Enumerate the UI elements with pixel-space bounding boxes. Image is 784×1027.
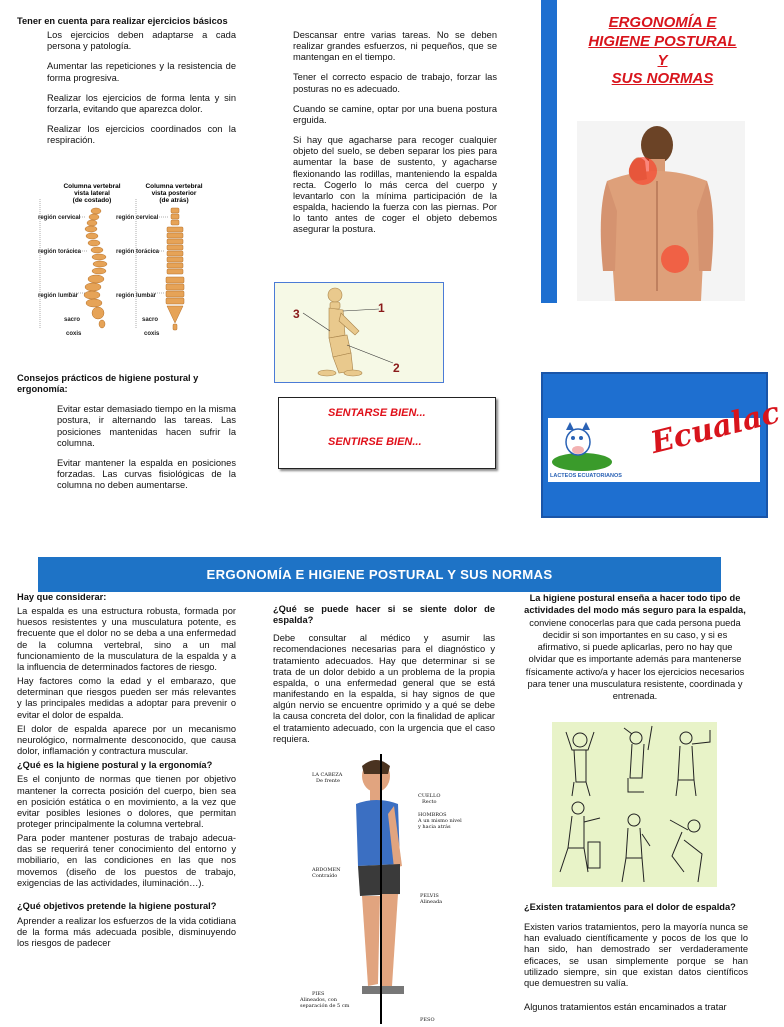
- posture-pies-sub: Alineados, con separación de 5 cm: [300, 997, 350, 1009]
- inside1-para: Es el conjunto de normas que tienen por objetivo mantener la correcta posición del cuerpo, bien sea en posición estática o en movimiento, a la vez que evitar posibles lesiones o dolores, que permitan proteger principalmente la columna vertebral.: [17, 774, 236, 829]
- inside2-heading1: ¿Qué se puede hacer si se siente dolor de espalda?: [273, 604, 495, 626]
- spine-sacro-right: sacro: [142, 317, 159, 323]
- posture-cabeza-sub: De frente: [316, 778, 340, 784]
- posture-cuello: CUELLO: [418, 793, 441, 799]
- col1-para2: Evitar estar demasiado tiempo en la misma postura, ir alternando las tareas. Las posiciones mantenidas hacen sufrir la columna.: [57, 404, 236, 448]
- inside3-heading2: ¿Existen tratamientos para el dolor de espalda?: [524, 902, 736, 912]
- logo-panel: [541, 372, 784, 518]
- cover-title-line: HIGIENE POSTURAL: [588, 32, 737, 50]
- squat-number-3: 3: [293, 307, 300, 321]
- col1-para: Los ejercicios deben adaptarse a cada persona y patología.: [47, 30, 236, 52]
- cover-title-line: SUS NORMAS: [611, 70, 714, 88]
- inside1-heading2: ¿Qué es la higiene postural y la ergonomía?: [17, 760, 213, 771]
- posture-pelvis-sub: Alineada: [420, 899, 443, 905]
- col1-heading2: Consejos prácticos de higiene postural y ergonomía:: [17, 373, 199, 395]
- col2-para: Descansar entre varias tareas. No se deben realizar grandes esfuerzos, ni pequeños, que se mantengan en el tiempo.: [293, 30, 497, 63]
- inside2-para: Debe consultar al médico y asumir las recomendaciones necesarias para el diagnóstico y tratamiento adecuados. Hay que determinar si se trata de un dolor debido a un problema de la propia espalda, o una enfermedad general que se está manifestando en la espalda, si hay signos de que algún nervio se encuentre oprimido y a qué se debe la causa concreta del dolor, con la finalidad de aplicar el tratamiento adecuado, con la urgencia que el caso requiera.: [273, 633, 495, 744]
- posture-hombros-sub: A un mismo nivel y hacia atrás: [418, 818, 462, 830]
- squat-illustration: [274, 282, 444, 383]
- col2-para: Si hay que agacharse para recoger cualquier objeto del suelo, se deben separar los pies para aumentar la base de sustento, y agacharse flexionando las rodillas, manteniendo la espalda recta. Cogerlo lo más cerca del cuerpo y levantarlo con la mínima participación de la espalda, haciendo la fuerza con las piernas. Por lo tanto antes de coger el objeto debemos asegurar la postura.: [293, 135, 497, 235]
- spine-drawing: [36, 181, 232, 341]
- spine-lumbar-right: región lumbar: [116, 293, 157, 299]
- spine-lumbar-left: región lumbar: [38, 293, 79, 299]
- cover-title-line: ERGONOMÍA E: [608, 14, 717, 31]
- inside3-intro-bold: La higiene postural enseña a hacer todo tipo de actividades del modo más seguro para la espalda,: [524, 593, 746, 616]
- col1-heading: Tener en cuenta para realizar ejercicios básicos: [17, 16, 228, 26]
- spine-toracica-left: región torácica: [38, 249, 82, 255]
- posture-pelvis: PELVIS: [420, 893, 439, 899]
- inside3-section: [524, 902, 748, 1022]
- inside3-intro: [524, 592, 746, 702]
- col2-section: [293, 30, 497, 245]
- logo-box: [548, 395, 784, 482]
- inside1-para: El dolor de espalda aparece por un mecanismo neurológico, normalmente desconocido, que causa dolor, inflamación y contractura muscular.: [17, 723, 236, 757]
- inside3-para: Algunos tratamientos están encaminados a tratar: [524, 1002, 727, 1013]
- posture-abdomen-sub: Contraído: [312, 873, 338, 879]
- spine-cervical-left: región cervical: [38, 215, 81, 221]
- squat-number-2: 2: [393, 361, 400, 375]
- exercise-illustration: [552, 722, 717, 887]
- col1-para2: Evitar mantener la espalda en posiciones forzadas. Las curvas fisiológicas de la columna no deben aumentarse.: [57, 457, 236, 491]
- slogan-box: [278, 397, 496, 469]
- col1-para: Realizar los ejercicios coordinados con la respiración.: [47, 124, 236, 146]
- spine-label-posterior: Columna vertebral vista posterior (de atrás): [145, 183, 203, 204]
- inside1-para: La espalda es una estructura robusta, formada por huesos resistentes y una musculatura potente, es frecuente que el dolor no se deba a una enfermedad de la columna vertebral, sino a un mal funcionamiento de la musculatura de la espalda y a la influencia de determinados factores de riesgo.: [17, 606, 236, 672]
- inside1-para: Para poder mantener posturas de trabajo adecua- das se requerirá tener conocimiento del entorno y mobiliario, en las condiciones en las que nos movemos (diseño de los puestos de trabajo, exigencias de las actividades, iluminación…).: [17, 833, 236, 888]
- spine-label-lateral: Columna vertebral vista lateral (de costado): [63, 183, 121, 204]
- slogan-1: SENTARSE BIEN...: [328, 407, 426, 419]
- posture-cabeza: LA CABEZA: [312, 772, 343, 778]
- inside1-heading1: Hay que considerar:: [17, 592, 107, 602]
- spine-coxis-right: coxis: [144, 331, 160, 337]
- posture-cuello-sub: Recto: [422, 799, 437, 805]
- inside2-section: [273, 604, 495, 754]
- cover-title: [557, 0, 768, 89]
- spine-sacro-left: sacro: [64, 317, 81, 323]
- back-pain-drawing: [577, 121, 745, 301]
- spine-toracica-right: región torácica: [116, 249, 160, 255]
- posture-pies: PIES: [312, 991, 325, 997]
- posture-peso: PESO: [420, 1017, 435, 1023]
- col2-para: Cuando se camine, optar por una buena postura erguida.: [293, 103, 497, 125]
- inside3-intro-rest: conviene conocerlas para que cada persona pueda decidir si son importantes en su caso, y si es afirmativo, si puede aplicarlas, pero no hay que olvidar que es importante además para mantenerse físicamente activo/a y hacer los ejercicios necesarios para tener una musculatura resistente, coordinada y entrenada.: [525, 617, 745, 702]
- posture-illustration: [300, 754, 468, 1024]
- exercise-drawing: [552, 722, 717, 887]
- spine-coxis-left: coxis: [66, 331, 82, 337]
- inside1-heading3: ¿Qué objetivos pretende la higiene postural?: [17, 900, 217, 911]
- inside1-para: Hay factores como la edad y el embarazo, que determinan que riesgos pueden ser más relevantes y las principales medidas a adoptar para prevenir o evitar el dolor de espalda.: [17, 676, 236, 720]
- logo-cow-caption: LACTEOS ECUATORIANOS: [550, 473, 622, 479]
- spine-illustration: [36, 181, 232, 341]
- col1-para: Realizar los ejercicios de forma lenta y sin forzarla, evitando que aparezca dolor.: [47, 92, 236, 114]
- cover-title-line: Y: [657, 51, 668, 69]
- posture-hombros: HOMBROS: [418, 812, 447, 818]
- logo-brand: Ecualac: [647, 395, 784, 462]
- back-pain-photo: [577, 121, 745, 301]
- col1-section: [17, 16, 236, 155]
- slogan-2: SENTIRSE BIEN...: [328, 436, 422, 448]
- squat-drawing: [275, 283, 442, 381]
- inside-banner: ERGONOMÍA E HIGIENE POSTURAL Y SUS NORMAS: [38, 557, 721, 592]
- inside3-para: Existen varios tratamientos, pero la mayoría nunca se han evaluado científicamente y pocos de los que lo han sido, han demostrado ser verdaderamente eficaces, se usan simplemente porque se han utilizado siempre, sin que existan datos científicos que demuestren su valía.: [524, 922, 748, 988]
- inside1-section: [17, 592, 236, 959]
- col1-consejos: [17, 373, 236, 500]
- col2-para: Tener el correcto espacio de trabajo, forzar las posturas no es adecuado.: [293, 72, 497, 94]
- squat-number-1: 1: [378, 301, 385, 315]
- col1-para: Aumentar las repeticiones y la resistencia de forma progresiva.: [47, 61, 236, 83]
- inside1-para: Aprender a realizar los esfuerzos de la vida cotidiana de la forma más adecuada posible, disminuyendo los riesgos de padecer: [17, 916, 236, 949]
- cover-panel: [541, 0, 768, 303]
- cover-inner: [557, 0, 768, 303]
- posture-abdomen: ABDOMEN: [312, 867, 341, 873]
- spine-cervical-right: región cervical: [116, 215, 159, 221]
